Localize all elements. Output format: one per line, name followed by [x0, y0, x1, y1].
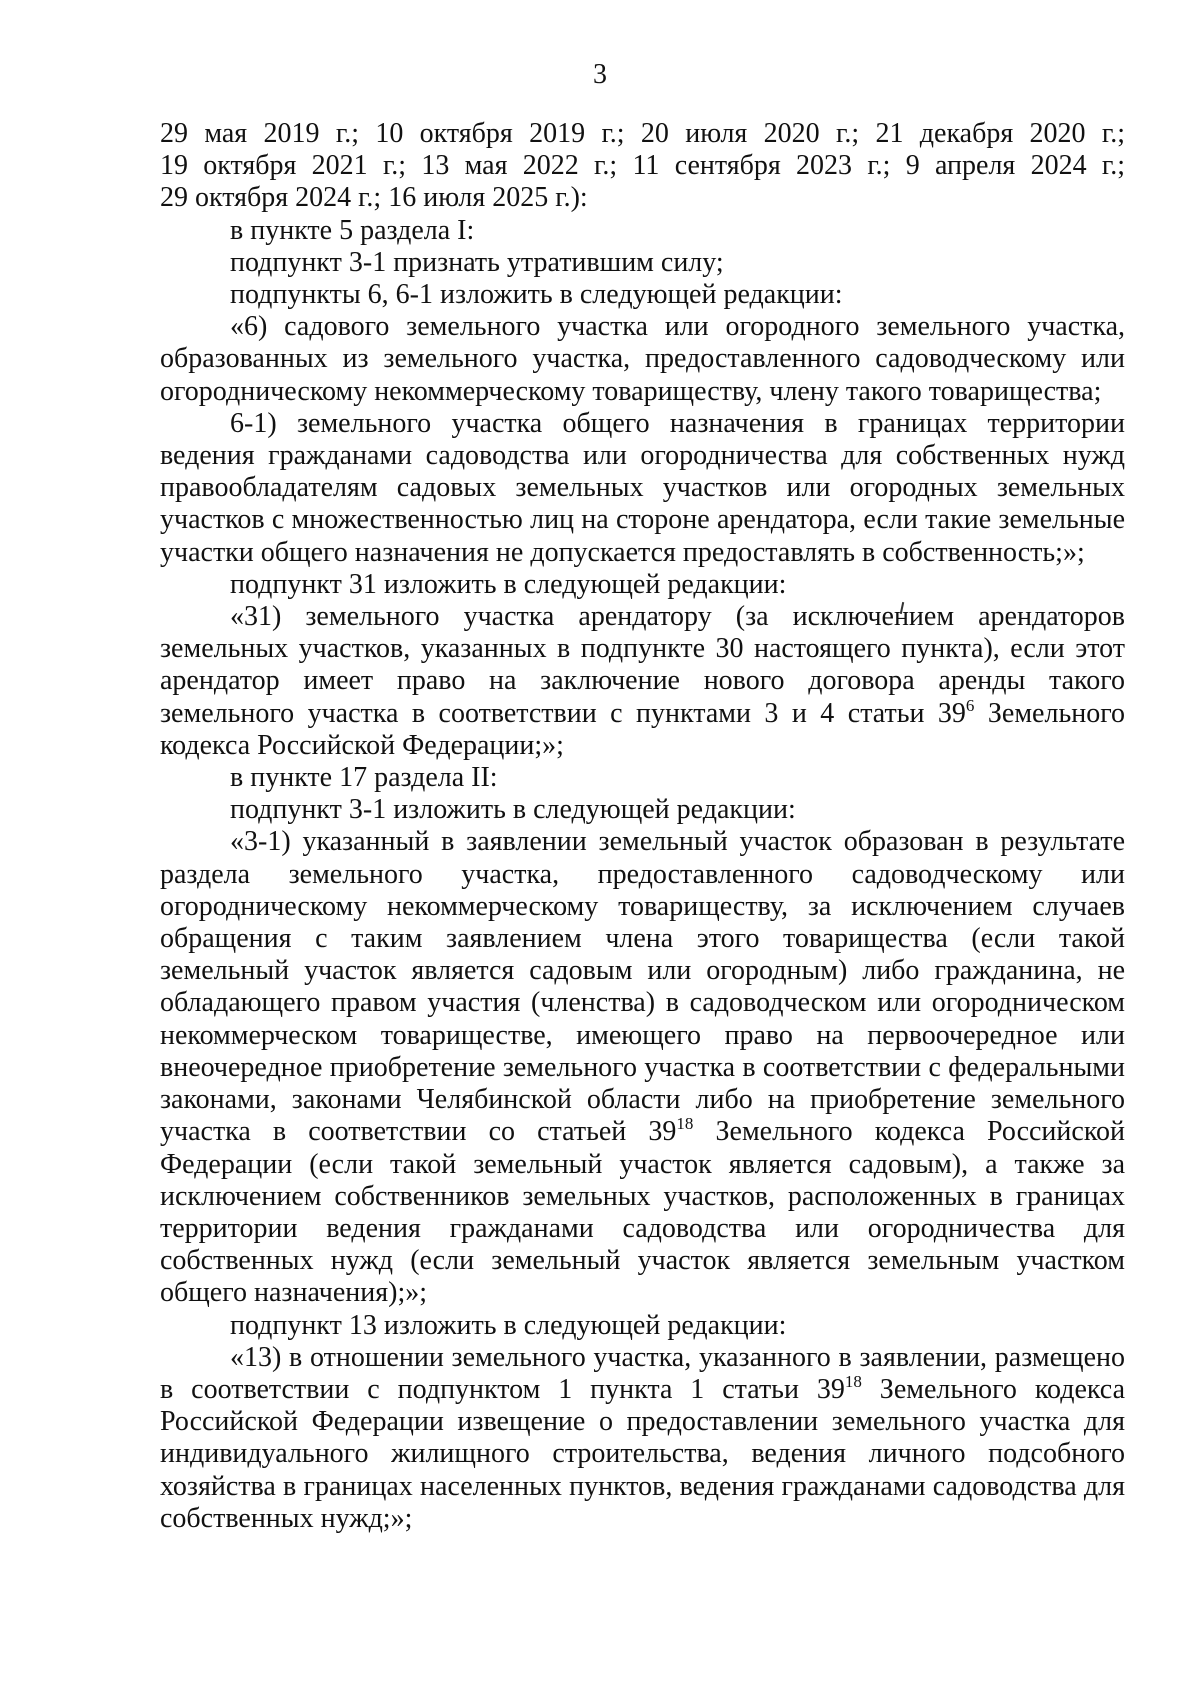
item-13-text-after: Земельного кодекса Российской Федерации извещение о предоставлении земельного участка для индивидуального жилищного строительства, ведения личного подсобного хозяйства в границах населенных пунктов, ведения гражданами садоводства для собственных нужд;»;	[160, 1373, 1125, 1534]
item-3-1-paragraph	[160, 826, 1125, 1309]
item-31-text-before: «31) земельного участка арендатору (за исключением арендаторов земельных участков, указанных в подпункте 30 настоящего пункта), если этот арендатор имеет право на заключение нового договора аренды такого земельного участка в соответствии с пунктами 3 и 4 статьи 39	[160, 601, 1125, 729]
item-31-text-after: Земельного кодекса Российской Федерации;»;	[160, 697, 1125, 761]
amendment-dates-line-1: 29 мая 2019 г.; 10 октября 2019 г.; 20 июля 2020 г.; 21 декабря 2020 г.;	[160, 118, 1125, 149]
item-31-superscript: 6	[965, 695, 975, 715]
item-13-text-before: «13) в отношении земельного участка, указанного в заявлении, размещено в соответствии с подпунктом 1 пункта 1 статьи 39	[160, 1341, 1125, 1405]
section-2-heading: в пункте 17 раздела II:	[230, 762, 498, 794]
amendment-dates-line-2: 19 октября 2021 г.; 13 мая 2022 г.; 11 сентября 2023 г.; 9 апреля 2024 г.;	[160, 150, 1125, 182]
item-6-1-paragraph: 6-1) земельного участка общего назначения в границах территории ведения гражданами садоводства или огородничества для собственных нужд правообладателям садовых земельных участков или огородных земельных участков с множественностью лиц на стороне арендатора, если такие земельные участки общего назначения не допускается предоставлять в собственность;»;	[160, 407, 1125, 568]
subparagraph-13-intro: подпункт 13 изложить в следующей редакции:	[230, 1309, 787, 1341]
document-body	[160, 118, 1125, 1535]
subparagraphs-6-intro: подпункты 6, 6-1 изложить в следующей редакции:	[230, 279, 843, 311]
item-13-paragraph	[160, 1342, 1125, 1535]
item-3-1-text-after: Земельного кодекса Российской Федерации (если такой земельный участок является садовым), а также за исключением собственников земельных участков, расположенных в границах территории ведения гражданами садоводства или огородничества для собственных нужд (если земельный участок является земельным участком общего назначения);»;	[160, 1116, 1125, 1309]
item-6-paragraph: «6) садового земельного участка или огородного земельного участка, образованных из земельного участка, предоставленного садоводческому или огородническому некоммерческому товариществу, члену такого товарищества;	[160, 311, 1125, 407]
item-31-paragraph	[160, 601, 1125, 762]
item-3-1-superscript: 18	[676, 1114, 694, 1134]
subparagraph-3-1-intro: подпункт 3-1 изложить в следующей редакции:	[230, 794, 796, 826]
page-number: 3	[593, 59, 607, 90]
section-1-heading: в пункте 5 раздела I:	[230, 214, 475, 246]
amendment-dates-line-3: 29 октября 2024 г.; 16 июля 2025 г.):	[160, 182, 588, 214]
subparagraph-31-intro: подпункт 31 изложить в следующей редакции:	[230, 568, 787, 600]
item-3-1-text-before: «3-1) указанный в заявлении земельный участок образован в результате раздела земельного участка, предоставленного садоводческому или огородническому некоммерческому товариществу, за исключением случаев обращения с таким заявлением члена этого товарищества (если такой земельный участок является садовым или огородным) либо гражданина, не обладающего правом участия (членства) в садоводческом или огородническом некоммерческом товариществе, имеющего право на первоочередное или внеочередное приобретение земельного участка в соответствии с федеральными законами, законами Челябинской области либо на приобретение земельного участка в соответствии со статьей 39	[160, 826, 1125, 1148]
subparagraph-3-1-void: подпункт 3-1 признать утратившим силу;	[230, 246, 724, 278]
item-13-superscript: 18	[844, 1371, 862, 1391]
